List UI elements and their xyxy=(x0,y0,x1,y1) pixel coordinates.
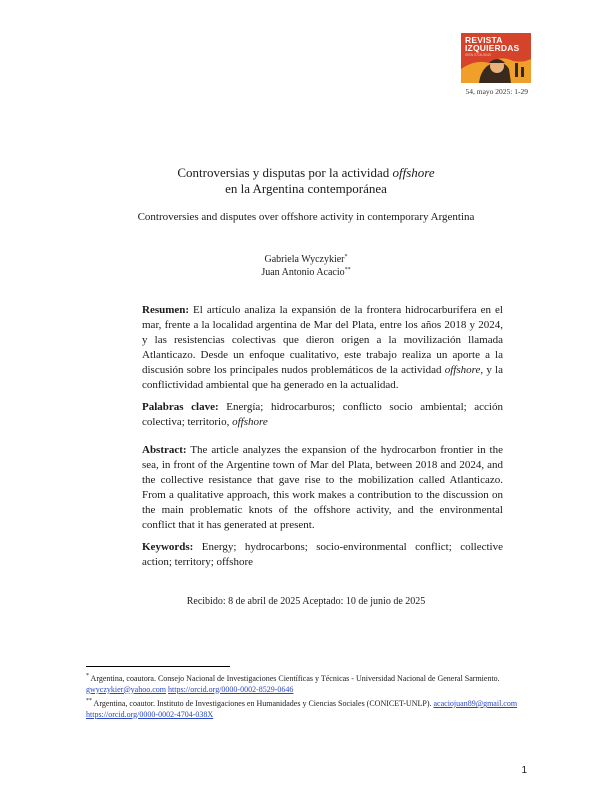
issue-info: 54, mayo 2025: 1-29 xyxy=(465,87,528,96)
footnote-2-text: Argentina, coautor. Instituto de Investigaciones en Humanidades y Ciencias Sociales (CONICET-UNLP). xyxy=(92,699,434,708)
article-title-line2: en la Argentina contemporánea xyxy=(225,181,387,196)
page-number: 1 xyxy=(521,765,527,776)
resumen-text-1: El artículo analiza la expansión de la frontera hidrocarburífera en el mar, frente a la localidad argentina de Mar del Plata, entre los años 2018 y 2024, y las resistencias colectivas que dieron origen a la movilización llamada Atlanticazo. Desde un enfoque cualitativo, este trabajo realiza un aporte a la discusión sobre los principales nudos problemáticos de la actividad xyxy=(142,304,503,376)
footnote-2 xyxy=(86,699,526,720)
logo-line1: REVISTA xyxy=(465,35,503,45)
palabras-clave-text: Energía; hidrocarburos; conflicto socio ambiental; acción colectiva; territorio, xyxy=(142,401,503,428)
title-text: Controversias y disputas por la actividad xyxy=(177,165,393,180)
received-accepted-dates: Recibido: 8 de abril de 2025 Aceptado: 10 de junio de 2025 xyxy=(186,596,426,607)
author-1 xyxy=(0,254,612,265)
logo-line3: ISSN 0718-5049 xyxy=(465,53,491,57)
footnote-1-orcid-link[interactable]: https://orcid.org/0000-0002-8529-0646 xyxy=(168,684,294,694)
keywords-label: Keywords: xyxy=(142,541,194,553)
resumen-italic: offshore xyxy=(444,364,481,376)
footnote-divider xyxy=(86,666,230,667)
article-title-line1 xyxy=(0,165,612,181)
abstract-text: The article analyzes the expansion of the hydrocarbon frontier in the sea, in front of the Argentine town of Mar del Plata, between 2018 and 2024, and the collective resistance that gave rise to the mobilization called Atlanticazo. From a qualitative approach, this work makes a contribution to the discussion on the main problematic knots of the offshore activity, and the environmental conflict that it has generated at present. xyxy=(142,444,503,531)
author-1-mark: * xyxy=(344,254,348,260)
footnote-2-email-link[interactable]: acaciojuan89@gmail.com xyxy=(433,699,518,708)
abstract-paragraph xyxy=(142,443,503,533)
footnote-1-text: Argentina, coautora. Consejo Nacional de Investigaciones Científicas y Técnicas - Universidad Nacional de General Sarmiento. xyxy=(89,674,500,683)
title-italic: offshore xyxy=(392,165,435,180)
footnote-1-email-link[interactable]: gwyczykier@yahoo.com xyxy=(86,684,167,694)
resumen-text-2: , y la conflictividad ambiental que ha generado en la actualidad. xyxy=(142,364,503,391)
abstract-label: Abstract: xyxy=(142,444,187,456)
journal-logo xyxy=(461,33,531,83)
keywords-text: Energy; hydrocarbons; socio-environmental conflict; collective action; territory; offshore xyxy=(142,541,503,568)
footnote-1-mark: * xyxy=(86,673,89,679)
footnote-2-mark: ** xyxy=(86,698,92,704)
resumen-label: Resumen: xyxy=(142,304,190,316)
resumen-paragraph xyxy=(142,303,503,393)
keywords-paragraph xyxy=(142,540,503,570)
palabras-clave-italic: offshore xyxy=(232,416,268,428)
author-1-name: Gabriela Wyczykier xyxy=(264,254,345,265)
palabras-clave-paragraph xyxy=(142,400,503,430)
footnote-1 xyxy=(86,674,526,695)
author-2-mark: ** xyxy=(344,267,351,273)
logo-line2: IZQUIERDAS xyxy=(465,43,520,53)
author-2 xyxy=(0,267,612,278)
footnote-2-orcid-link[interactable]: https://orcid.org/0000-0002-4704-038X xyxy=(86,709,214,719)
article-subtitle: Controversies and disputes over offshore activity in contemporary Argentina xyxy=(137,211,475,223)
author-2-name: Juan Antonio Acacio xyxy=(261,267,345,278)
palabras-clave-label: Palabras clave: xyxy=(142,401,219,413)
